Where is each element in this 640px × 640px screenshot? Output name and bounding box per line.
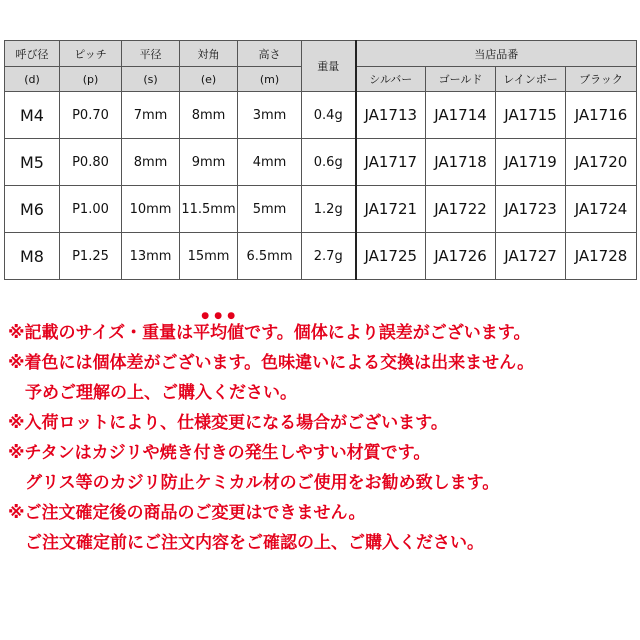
note-no-order-change-cont: ご注文確定前にご注文内容をご確認の上、ご購入ください。 [25, 533, 484, 553]
cell-size: M5 [5, 139, 60, 186]
header-symbol-e: (e) [180, 67, 238, 92]
cell-e: 11.5mm [180, 186, 238, 233]
cell-s: 10mm [122, 186, 180, 233]
cell-code-rainbow: JA1719 [496, 139, 566, 186]
note-spec-change: ※入荷ロットにより、仕様変更になる場合がございます。 [8, 413, 448, 433]
header-width-across-corners: 対角 [180, 41, 238, 67]
header-gold: ゴールド [426, 67, 496, 92]
table-row [5, 92, 637, 139]
note-text: です。個体により誤差がございます。 [244, 323, 531, 343]
header-nominal-diameter: 呼び径 [5, 41, 60, 67]
cell-m: 5mm [238, 186, 302, 233]
cell-weight: 0.6g [302, 139, 356, 186]
cell-e: 15mm [180, 233, 238, 280]
cell-pitch: P1.25 [60, 233, 122, 280]
cell-code-silver: JA1717 [356, 139, 426, 186]
cell-code-silver: JA1713 [356, 92, 426, 139]
cell-s: 8mm [122, 139, 180, 186]
header-black: ブラック [566, 67, 637, 92]
header-silver: シルバー [356, 67, 426, 92]
cell-size: M6 [5, 186, 60, 233]
header-symbol-s: (s) [122, 67, 180, 92]
table-row [5, 139, 637, 186]
note-titanium-galling: ※チタンはカジリや焼き付きの発生しやすい材質です。 [8, 443, 431, 463]
cell-size: M8 [5, 233, 60, 280]
notes-block [8, 318, 636, 558]
cell-code-black: JA1728 [566, 233, 637, 280]
cell-m: 3mm [238, 92, 302, 139]
cell-weight: 1.2g [302, 186, 356, 233]
note-color-variance-cont: 予めご理解の上、ご購入ください。 [25, 383, 297, 403]
cell-code-gold: JA1714 [426, 92, 496, 139]
header-product-codes: 当店品番 [356, 41, 637, 67]
cell-code-silver: JA1721 [356, 186, 426, 233]
cell-weight: 2.7g [302, 233, 356, 280]
cell-code-rainbow: JA1727 [496, 233, 566, 280]
note-text: ※記載のサイズ・重量は [8, 323, 194, 343]
header-symbol-m: (m) [238, 67, 302, 92]
cell-pitch: P1.00 [60, 186, 122, 233]
cell-code-gold: JA1726 [426, 233, 496, 280]
cell-m: 6.5mm [238, 233, 302, 280]
note-titanium-galling-cont: グリス等のカジリ防止ケミカル材のご使用をお勧め致します。 [25, 473, 500, 493]
cell-pitch: P0.70 [60, 92, 122, 139]
cell-e: 9mm [180, 139, 238, 186]
table-row [5, 233, 637, 280]
cell-s: 7mm [122, 92, 180, 139]
cell-code-rainbow: JA1723 [496, 186, 566, 233]
header-pitch: ピッチ [60, 41, 122, 67]
cell-code-rainbow: JA1715 [496, 92, 566, 139]
cell-code-black: JA1716 [566, 92, 637, 139]
header-width-across-flats: 平径 [122, 41, 180, 67]
header-weight: 重量 [302, 41, 356, 92]
cell-m: 4mm [238, 139, 302, 186]
note-color-variance: ※着色には個体差がございます。色味違いによる交換は出来ません。 [8, 353, 535, 373]
cell-weight: 0.4g [302, 92, 356, 139]
cell-size: M4 [5, 92, 60, 139]
cell-e: 8mm [180, 92, 238, 139]
note-no-order-change: ※ご注文確定後の商品のご変更はできません。 [8, 503, 366, 523]
header-height: 高さ [238, 41, 302, 67]
cell-code-silver: JA1725 [356, 233, 426, 280]
note-average-values [8, 318, 636, 348]
header-symbol-d: (d) [5, 67, 60, 92]
emphasis-dots: ● ● ● 平均値 [193, 318, 244, 348]
header-rainbow: レインボー [496, 67, 566, 92]
cell-s: 13mm [122, 233, 180, 280]
cell-code-gold: JA1718 [426, 139, 496, 186]
header-symbol-p: (p) [60, 67, 122, 92]
cell-pitch: P0.80 [60, 139, 122, 186]
cell-code-black: JA1720 [566, 139, 637, 186]
cell-code-black: JA1724 [566, 186, 637, 233]
spec-table [4, 40, 637, 280]
table-row [5, 186, 637, 233]
cell-code-gold: JA1722 [426, 186, 496, 233]
